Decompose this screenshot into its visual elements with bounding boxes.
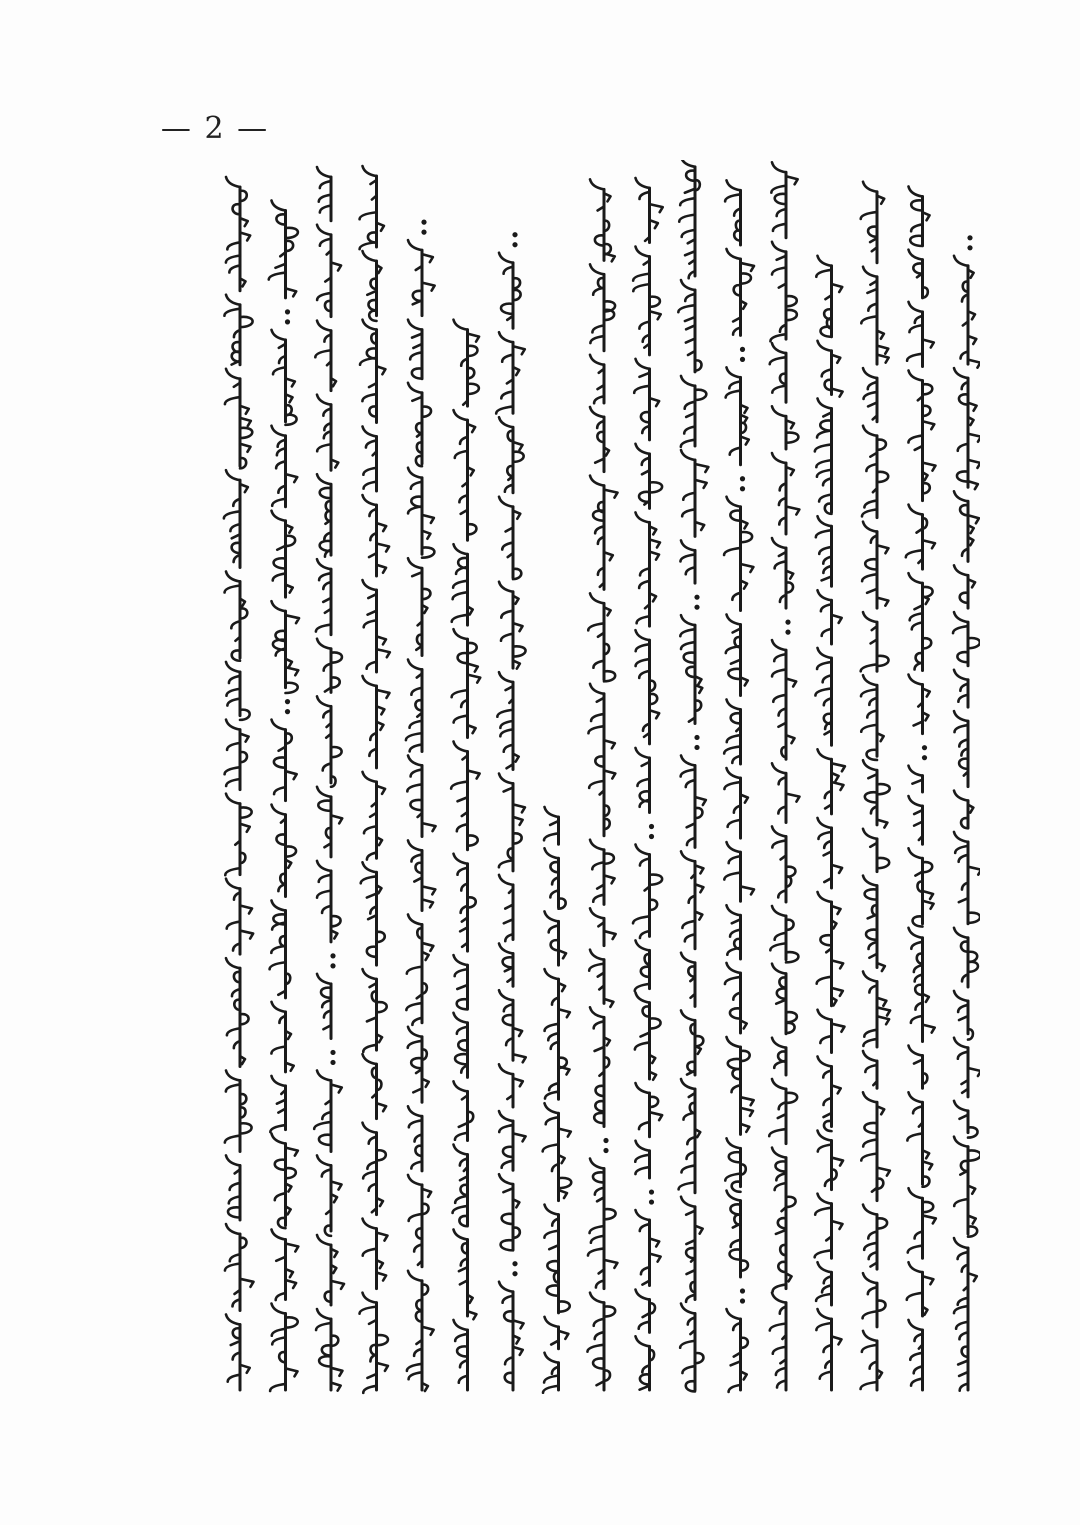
mongolian-word [272,805,297,897]
mongolian-word [861,612,889,671]
mongolian-word [769,1079,797,1144]
mongolian-word [954,256,980,368]
mongolian-word [725,1138,746,1191]
mongolian-word [863,1273,886,1327]
text-column [815,256,845,1390]
mongolian-word [727,905,741,959]
mongolian-word [408,383,431,466]
mongolian-word [590,355,604,403]
mongolian-word [818,749,845,814]
mongolian-word [635,940,650,990]
punctuation-mark [512,242,517,247]
mongolian-word [272,1230,299,1301]
text-column [769,162,799,1390]
mongolian-word [724,497,753,611]
mongolian-word [363,676,390,768]
mongolian-word [451,741,479,849]
mongolian-word [590,264,615,350]
mongolian-word [317,639,342,693]
mongolian-word [225,572,248,661]
mongolian-word [679,160,700,278]
mongolian-word [907,302,934,367]
punctuation-mark [740,357,745,362]
punctuation-mark [330,963,335,968]
mongolian-word [454,854,476,951]
mongolian-word [454,1013,468,1078]
mongolian-word [681,851,703,948]
mongolian-word [499,1282,524,1390]
mongolian-word [727,1191,748,1277]
mongolian-word [861,1331,882,1390]
punctuation-mark [421,230,426,235]
mongolian-word [772,964,797,1034]
mongolian-word [544,807,558,844]
mongolian-word [818,1010,845,1053]
mongolian-word [454,1230,477,1320]
mongolian-word [726,614,748,695]
mongolian-word [589,950,613,1007]
mongolian-word [315,321,336,391]
mongolian-word [226,879,253,955]
mongolian-word [909,187,930,246]
mongolian-word [317,787,342,857]
mongolian-word [499,417,524,493]
punctuation-mark [330,953,335,958]
mongolian-word [590,179,615,261]
mongolian-word [270,901,291,998]
mongolian-word [909,1320,923,1390]
mongolian-word [499,497,521,579]
punctuation-mark [922,755,927,760]
mongolian-word [954,991,973,1040]
mongolian-word [679,1079,701,1193]
mongolian-word [590,407,609,472]
mongolian-word [681,953,695,1007]
mongolian-word [954,928,978,987]
punctuation-mark [922,745,927,750]
mongolian-word [907,1262,934,1316]
mongolian-word [363,969,387,1052]
punctuation-mark [421,220,426,225]
mongolian-word [954,832,980,924]
mongolian-word [906,505,935,570]
mongolian-word [636,748,650,813]
mongolian-word [815,648,831,745]
mongolian-word [270,1304,298,1391]
punctuation-mark [649,824,654,829]
mongolian-word [636,178,663,243]
mongolian-word [317,395,338,471]
mongolian-word [680,1304,703,1392]
mongolian-word [272,330,297,425]
mongolian-word [363,1123,386,1215]
mongolian-word [727,249,754,335]
mongolian-word [317,861,341,942]
mongolian-word [497,672,518,769]
punctuation-mark [740,486,745,491]
mongolian-word [861,1092,890,1200]
mongolian-word [724,842,754,901]
mongolian-word [818,1131,844,1190]
mongolian-word [726,367,749,464]
mongolian-word [272,720,297,801]
mongolian-word [636,630,660,744]
mongolian-word [590,476,618,590]
mongolian-word [406,660,422,752]
mongolian-word [772,763,799,822]
punctuation-mark [740,1298,745,1303]
mongolian-word [863,971,890,1047]
mongolian-word [272,511,296,597]
mongolian-word [815,398,832,513]
mongolian-word [863,876,885,971]
punctuation-mark [967,235,972,240]
mongolian-word [727,1309,748,1392]
mongolian-word [452,544,473,625]
punctuation-mark [694,605,699,610]
mongolian-word [317,167,331,221]
mongolian-word [590,840,615,905]
punctuation-mark [512,1271,517,1276]
punctuation-mark [285,699,290,704]
mongolian-word [816,516,832,586]
mongolian-word [406,915,433,1025]
mongolian-word [226,1155,240,1220]
mongolian-word [635,1141,649,1178]
mongolian-word [954,1137,980,1237]
mongolian-word [954,1101,978,1138]
mongolian-word [408,1027,429,1103]
text-column [543,807,572,1393]
mongolian-word [634,359,659,440]
mongolian-word [317,1155,342,1235]
mongolian-word [317,474,331,556]
mongolian-word [772,538,793,608]
mongolian-word [818,590,842,644]
mongolian-word [272,1134,298,1229]
punctuation-mark [740,1288,745,1293]
mongolian-word [499,1174,520,1250]
mongolian-word [454,320,480,406]
mongolian-word [272,426,298,507]
mongolian-word [316,1309,342,1391]
mongolian-word [724,699,740,764]
mongolian-word [907,1092,932,1186]
mongolian-word [954,791,973,829]
mongolian-word [770,343,786,402]
mongolian-word [452,629,481,737]
mongolian-word [863,368,877,422]
text-column [861,182,891,1390]
punctuation-mark [603,1138,608,1143]
punctuation-mark [694,735,699,740]
punctuation-mark [649,1199,654,1204]
mongolian-word [953,612,980,666]
punctuation-mark [330,1060,335,1065]
mongolian-word [636,444,663,509]
mongolian-word [454,955,468,1009]
text-column [953,235,980,1390]
mongolian-word [408,840,435,910]
mongolian-word [363,772,386,860]
mongolian-word [588,1159,617,1289]
mongolian-word [590,1007,610,1126]
mongolian-word [770,906,798,962]
mongolian-word [499,582,526,669]
mongolian-word [908,1188,936,1258]
mongolian-word [725,180,740,245]
punctuation-mark [512,232,517,237]
mongolian-word [681,376,707,447]
mongolian-word [317,225,341,317]
mongolian-word [270,1076,285,1132]
mongolian-word [954,491,979,561]
mongolian-word [772,826,795,902]
mongolian-word [909,848,934,926]
mongolian-word [954,711,968,787]
punctuation-mark [785,630,790,635]
mongolian-word [635,993,661,1080]
text-column [587,179,617,1390]
mongolian-word [363,1054,387,1119]
mongolian-word [770,242,796,341]
mongolian-word [588,593,615,681]
text-column [224,177,254,1390]
text-column [496,232,526,1390]
mongolian-word [861,675,884,760]
mongolian-word [499,1064,523,1107]
mongolian-word [543,1353,558,1393]
mongolian-word [314,1070,342,1151]
mongolian-word [363,580,390,672]
mongolian-word [816,1309,841,1390]
mongolian-word [772,453,799,534]
punctuation-mark [285,309,290,314]
punctuation-mark [694,595,699,600]
mongolian-word [772,1038,786,1075]
mongolian-word [407,1271,434,1391]
mongolian-word [454,1320,468,1390]
mongolian-text-body [130,160,980,1400]
mongolian-word [545,848,566,908]
mongolian-word [224,470,248,567]
punctuation-mark [285,709,290,714]
mongolian-word [681,1197,703,1302]
mongolian-word [317,974,331,1039]
mongolian-word [587,1293,615,1390]
punctuation-mark [285,319,290,324]
mongolian-word [816,1262,831,1305]
mongolian-word [633,845,662,938]
punctuation-mark [694,745,699,750]
mongolian-word [226,177,250,291]
punctuation-mark [967,245,972,250]
mongolian-word [499,1111,526,1170]
mongolian-word [636,1290,655,1333]
mongolian-word [772,1148,796,1292]
mongolian-word [454,410,477,540]
mongolian-word [588,684,615,836]
mongolian-word [909,573,933,670]
mongolian-word [360,166,384,249]
mongolian-word [633,247,661,355]
mongolian-word [817,892,843,1006]
mongolian-word [772,640,796,759]
mongolian-word [408,1175,431,1267]
mongolian-word [909,675,930,734]
mongolian-word [863,760,890,827]
mongolian-word [363,495,390,576]
mongolian-word [363,1219,388,1289]
punctuation-mark [512,1261,517,1266]
mongolian-word [499,774,525,871]
mongolian-word [269,201,298,298]
mongolian-word [861,267,888,364]
mongolian-word [681,450,708,536]
punctuation-mark [330,1050,335,1055]
mongolian-word [499,943,513,986]
mongolian-word [863,829,889,872]
mongolian-word [499,253,521,329]
mongolian-word [363,426,377,491]
mongolian-word [909,796,923,844]
text-column [633,178,663,1390]
punctuation-mark [740,347,745,352]
mongolian-word [816,256,842,337]
mongolian-word [636,512,660,626]
text-column [314,167,344,1391]
mongolian-word [771,162,797,238]
mongolian-word [678,280,701,372]
mongolian-word [636,1336,655,1390]
mongolian-word [680,615,702,723]
punctuation-mark [740,476,745,481]
text-column [360,166,390,1393]
vertical-script-columns [130,160,980,1400]
mongolian-word [954,1238,977,1391]
mongolian-word [496,332,525,413]
mongolian-word [545,969,570,1099]
mongolian-word [408,1106,422,1171]
mongolian-word [636,1210,661,1286]
mongolian-word [453,1145,468,1227]
mongolian-word [408,558,430,655]
mongolian-word [681,755,706,847]
mongolian-word [225,720,249,790]
mongolian-word [725,963,747,1033]
mongolian-word [544,1205,569,1313]
mongolian-word [681,1010,703,1075]
mongolian-word [954,670,968,707]
mongolian-word [818,818,843,888]
mongolian-word [770,1293,786,1390]
mongolian-word [543,1103,572,1200]
mongolian-word [408,240,435,316]
mongolian-word [908,370,935,500]
mongolian-word [727,1037,754,1134]
mongolian-word [226,662,250,720]
mongolian-word [590,908,616,945]
mongolian-word [909,928,935,1042]
mongolian-word [225,369,252,469]
mongolian-word [271,1002,293,1072]
mongolian-word [863,1051,877,1088]
punctuation-mark [649,1189,654,1194]
mongolian-word [545,1317,569,1349]
mongolian-word [360,1293,388,1393]
mongolian-word [317,1235,344,1305]
mongolian-word [408,320,422,379]
mongolian-word [225,1070,252,1151]
mongolian-word [316,559,331,635]
page-number: — 2 — [160,110,270,146]
text-column [678,160,708,1391]
mongolian-word [317,696,342,786]
mongolian-word [861,182,884,263]
mongolian-word [225,1224,254,1310]
mongolian-word [909,1046,928,1089]
mongolian-word [225,794,251,875]
mongolian-word [545,911,567,965]
mongolian-word [818,1056,841,1131]
mongolian-word [680,540,695,583]
punctuation-mark [603,1148,608,1153]
punctuation-mark [785,620,790,625]
mongolian-word [909,766,923,792]
mongolian-word [499,990,526,1062]
mongolian-word [363,251,382,321]
mongolian-word [724,768,747,838]
mongolian-word [772,406,798,449]
mongolian-word [407,755,435,836]
text-column [406,220,436,1391]
text-column [724,180,754,1392]
mongolian-word [815,1194,843,1259]
mongolian-word [360,320,385,423]
mongolian-word [226,958,249,1066]
mongolian-word [954,565,975,608]
mongolian-word [499,875,513,941]
mongolian-word [862,426,888,518]
mongolian-word [954,1038,980,1097]
mongolian-word [818,341,843,397]
text-column [269,201,299,1391]
mongolian-word [862,522,888,608]
mongolian-word [454,1081,474,1140]
mongolian-word [226,1314,250,1390]
text-column [906,187,936,1391]
mongolian-word [224,295,252,365]
mongolian-word [272,601,300,693]
text-column [451,320,480,1390]
mongolian-word [909,250,928,298]
mongolian-word [954,368,980,489]
mongolian-word [863,1205,887,1270]
mongolian-word [408,468,434,558]
punctuation-mark [649,834,654,839]
mongolian-word [636,1083,663,1137]
mongolian-word [361,862,385,965]
